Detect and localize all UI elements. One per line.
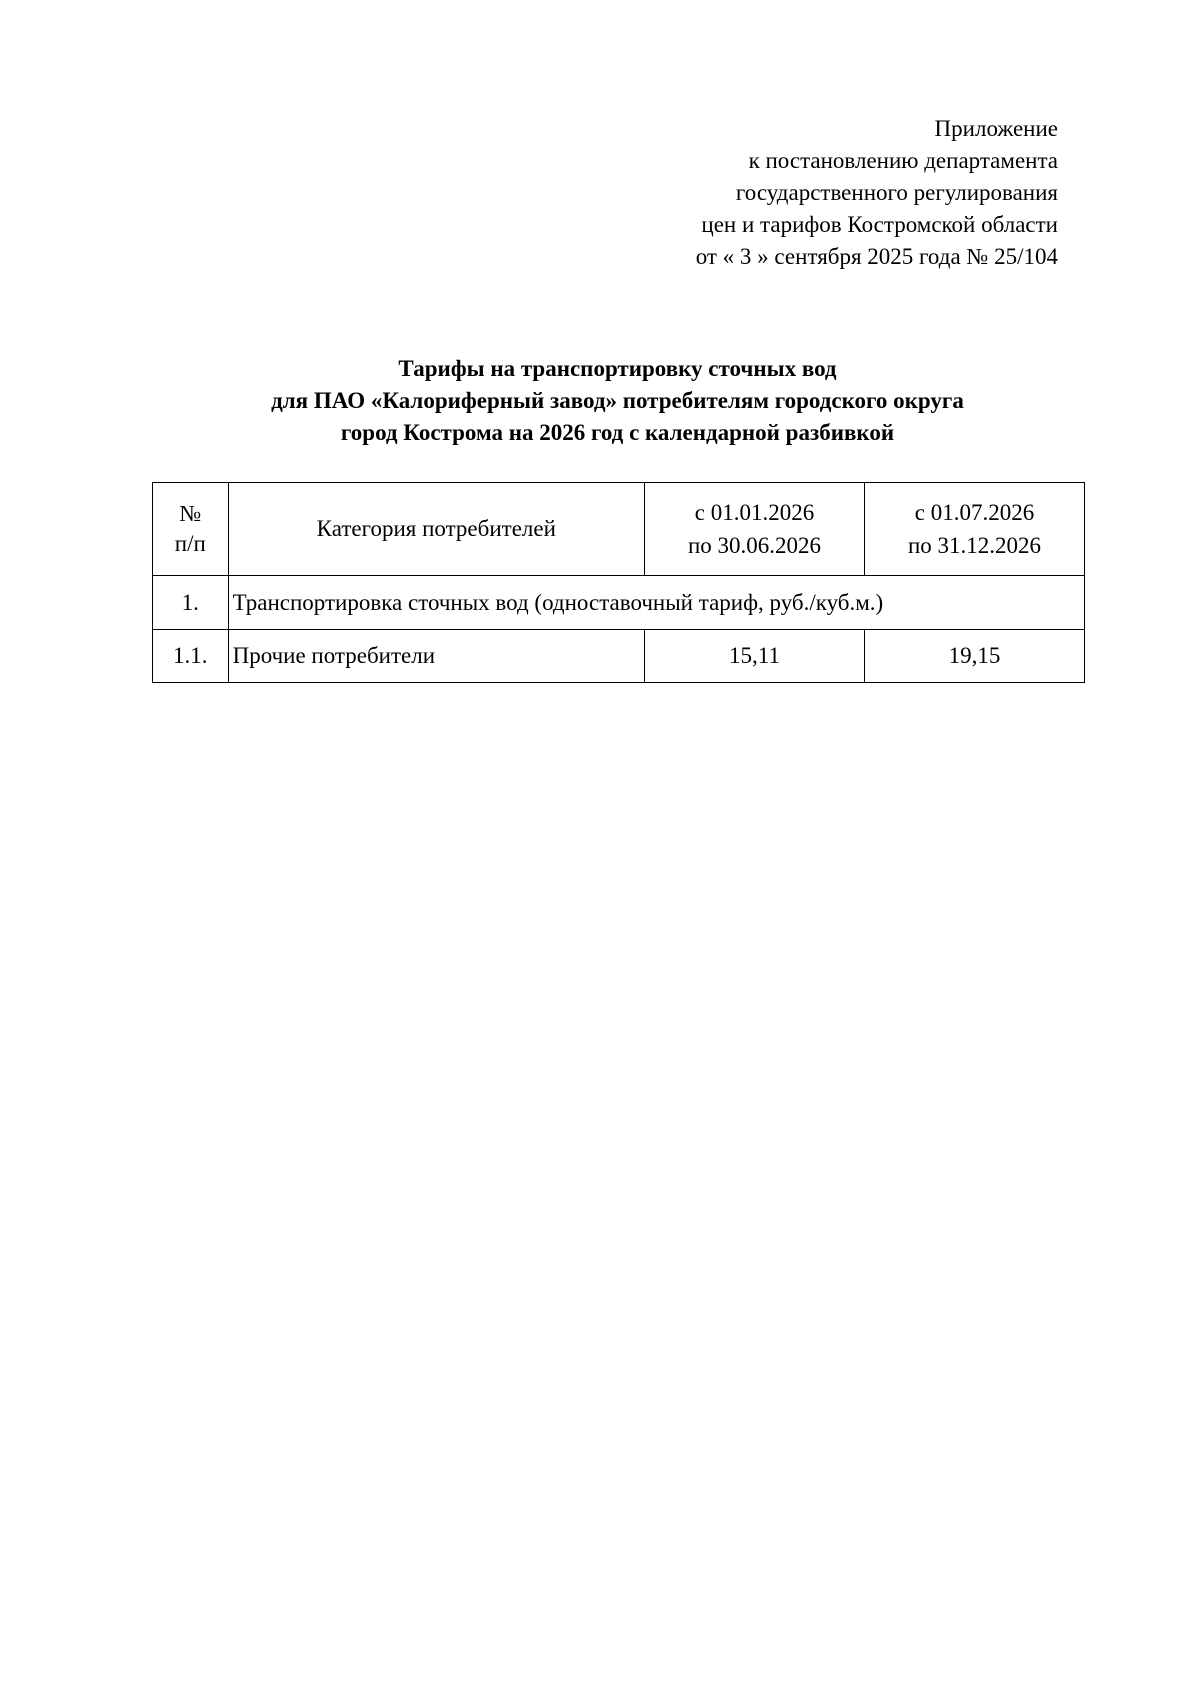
annex-line: государственного регулирования	[735, 180, 1058, 205]
document-title	[0, 353, 1200, 449]
row-num: 1.1.	[153, 630, 229, 683]
row-period-1-value: 15,11	[645, 630, 865, 683]
annex-line: от « 3 » сентября 2025 года № 25/104	[695, 244, 1058, 269]
header-category: Категория потребителей	[228, 483, 644, 576]
header-period-1: с 01.01.2026 по 30.06.2026	[645, 483, 865, 576]
title-line: для ПАО «Калориферный завод» потребителям городского округа	[271, 388, 964, 413]
section-row	[153, 576, 1085, 630]
tariffs-table	[152, 482, 1085, 683]
title-line: Тарифы на транспортировку сточных вод	[398, 356, 837, 381]
table-row	[153, 630, 1085, 683]
row-period-2-value: 19,15	[865, 630, 1085, 683]
section-num: 1.	[153, 576, 229, 630]
title-line: город Кострома на 2026 год с календарной разбивкой	[340, 420, 895, 445]
annex-line: цен и тарифов Костромской области	[701, 212, 1058, 237]
annex-line: к постановлению департамента	[748, 148, 1058, 173]
row-category: Прочие потребители	[228, 630, 644, 683]
table-header-row	[153, 483, 1085, 576]
annex-header	[696, 113, 1058, 273]
header-num: № п/п	[153, 483, 229, 576]
annex-line: Приложение	[934, 116, 1058, 141]
header-period-2: с 01.07.2026 по 31.12.2026	[865, 483, 1085, 576]
section-label: Транспортировка сточных вод (одноставочный тариф, руб./куб.м.)	[228, 576, 1084, 630]
